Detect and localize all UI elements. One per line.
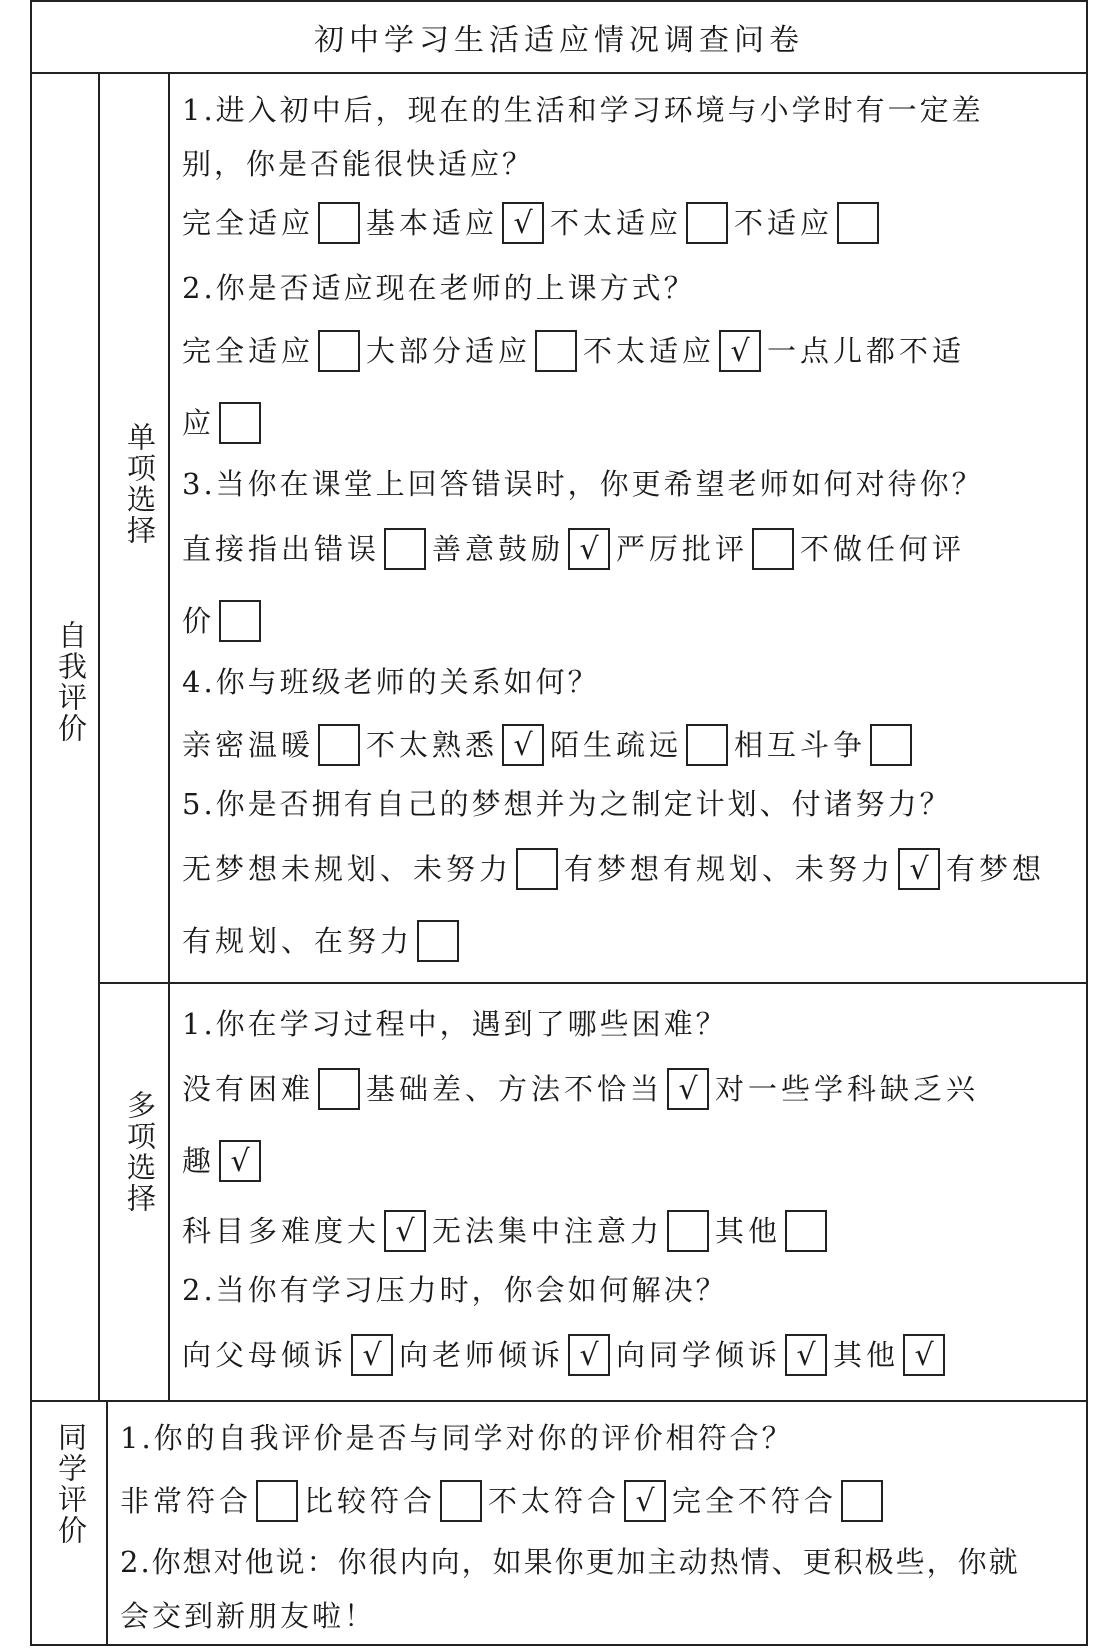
option-label: 完全适应 [182, 206, 315, 240]
option-label: 价 [182, 604, 216, 638]
checkbox[interactable] [417, 920, 459, 962]
option-label: 其他 [715, 1214, 782, 1248]
option-label: 有梦想有规划、未努力 [564, 852, 895, 886]
single-q3-options [182, 528, 965, 570]
option-label: 相互斗争 [734, 728, 867, 762]
checkbox[interactable] [686, 724, 728, 766]
peer-label-divider [106, 1402, 108, 1646]
option-label: 趣 [182, 1144, 216, 1178]
checkbox[interactable] [837, 202, 879, 244]
checkbox-checked[interactable] [502, 202, 544, 244]
peer-q2-text: 2.你想对他说：你很内向，如果你更加主动热情、更积极些，你就 [120, 1545, 1020, 1579]
checkbox[interactable] [841, 1480, 883, 1522]
peer-eval-label: 同学评价 [54, 1422, 88, 1546]
option-label: 科目多难度大 [182, 1214, 381, 1248]
peer-q2-text-cont: 会交到新朋友啦！ [120, 1599, 377, 1633]
option-label: 大部分适应 [366, 334, 532, 368]
option-label: 一点儿都不适 [767, 334, 966, 368]
single-q4-options [182, 724, 918, 766]
checkbox[interactable] [440, 1480, 482, 1522]
checkbox-checked[interactable] [351, 1334, 393, 1376]
single-choice-label: 单项选择 [123, 422, 157, 546]
checkbox[interactable] [870, 724, 912, 766]
checkbox-checked[interactable] [898, 848, 940, 890]
option-label: 比较符合 [304, 1484, 437, 1518]
option-label: 基本适应 [366, 206, 499, 240]
peer-q1-options [120, 1480, 889, 1522]
option-label: 不做任何评 [800, 532, 966, 566]
checkbox-checked[interactable] [624, 1480, 666, 1522]
checkbox-checked[interactable] [384, 1210, 426, 1252]
single-q2-options-cont [182, 402, 267, 444]
checkbox[interactable] [535, 330, 577, 372]
self-eval-label: 自我评价 [54, 620, 88, 744]
multi-q1-options [182, 1068, 979, 1110]
option-label: 非常符合 [120, 1484, 253, 1518]
single-q3-options-cont [182, 600, 267, 642]
self-eval-divider [98, 72, 100, 1402]
peer-divider [30, 1400, 1088, 1402]
option-label: 没有困难 [182, 1072, 315, 1106]
checkbox[interactable] [667, 1210, 709, 1252]
page-title: 初中学习生活适应情况调查问卷 [314, 23, 804, 58]
checkbox-checked[interactable] [719, 330, 761, 372]
single-multi-divider [100, 982, 1088, 984]
option-label: 向父母倾诉 [182, 1338, 348, 1372]
option-label: 严厉批评 [616, 532, 749, 566]
checkbox[interactable] [318, 1068, 360, 1110]
multi-choice-label: 多项选择 [123, 1090, 157, 1214]
option-label: 应 [182, 406, 216, 440]
option-label: 有规划、在努力 [182, 924, 414, 958]
type-divider [168, 72, 170, 1402]
option-label: 不太熟悉 [366, 728, 499, 762]
option-label: 对一些学科缺乏兴 [715, 1072, 980, 1106]
single-q3-text: 3.当你在课堂上回答错误时，你更希望老师如何对待你？ [182, 467, 984, 501]
option-label: 陌生疏远 [550, 728, 683, 762]
checkbox-checked[interactable] [502, 724, 544, 766]
option-label: 直接指出错误 [182, 532, 381, 566]
option-label: 不太适应 [583, 334, 716, 368]
option-label: 向同学倾诉 [616, 1338, 782, 1372]
checkbox[interactable] [516, 848, 558, 890]
checkbox[interactable] [785, 1210, 827, 1252]
multi-q2-options [182, 1334, 951, 1376]
checkbox-checked[interactable] [667, 1068, 709, 1110]
checkbox[interactable] [686, 202, 728, 244]
option-label: 不适应 [734, 206, 834, 240]
checkbox-checked[interactable] [785, 1334, 827, 1376]
option-label: 亲密温暖 [182, 728, 315, 762]
option-label: 其他 [833, 1338, 900, 1372]
peer-q1-text: 1.你的自我评价是否与同学对你的评价相符合？ [120, 1421, 794, 1455]
checkbox[interactable] [384, 528, 426, 570]
option-label: 不太适应 [550, 206, 683, 240]
checkbox[interactable] [318, 330, 360, 372]
single-q2-text: 2.你是否适应现在老师的上课方式？ [182, 271, 696, 305]
single-q5-options [182, 848, 1045, 890]
option-label: 无梦想未规划、未努力 [182, 852, 513, 886]
checkbox-checked[interactable] [568, 1334, 610, 1376]
multi-q2-text: 2.当你有学习压力时，你会如何解决？ [182, 1273, 728, 1307]
single-q1-options [182, 202, 885, 244]
checkbox[interactable] [318, 202, 360, 244]
single-q5-options-cont [182, 920, 465, 962]
option-label: 不太符合 [488, 1484, 621, 1518]
checkbox[interactable] [318, 724, 360, 766]
option-label: 完全不符合 [672, 1484, 838, 1518]
checkbox[interactable] [219, 600, 261, 642]
checkbox-checked[interactable] [903, 1334, 945, 1376]
multi-q1-text: 1.你在学习过程中，遇到了哪些困难？ [182, 1007, 728, 1041]
option-label: 有梦想 [946, 852, 1046, 886]
checkbox[interactable] [219, 402, 261, 444]
option-label: 无法集中注意力 [432, 1214, 664, 1248]
checkbox[interactable] [752, 528, 794, 570]
single-q2-options [182, 330, 965, 372]
checkbox-checked[interactable] [568, 528, 610, 570]
single-q5-text: 5.你是否拥有自己的梦想并为之制定计划、付诸努力？ [182, 787, 952, 821]
single-q1-text: 1.进入初中后，现在的生活和学习环境与小学时有一定差 [182, 93, 984, 127]
option-label: 向老师倾诉 [399, 1338, 565, 1372]
checkbox-checked[interactable] [219, 1140, 261, 1182]
multi-q1-options-2 [182, 1210, 833, 1252]
multi-q1-options-wrap [182, 1140, 267, 1182]
option-label: 基础差、方法不恰当 [366, 1072, 664, 1106]
option-label: 完全适应 [182, 334, 315, 368]
checkbox[interactable] [256, 1480, 298, 1522]
option-label: 善意鼓励 [432, 532, 565, 566]
single-q1-text-cont: 别，你是否能很快适应？ [182, 147, 535, 181]
single-q4-text: 4.你与班级老师的关系如何？ [182, 665, 600, 699]
